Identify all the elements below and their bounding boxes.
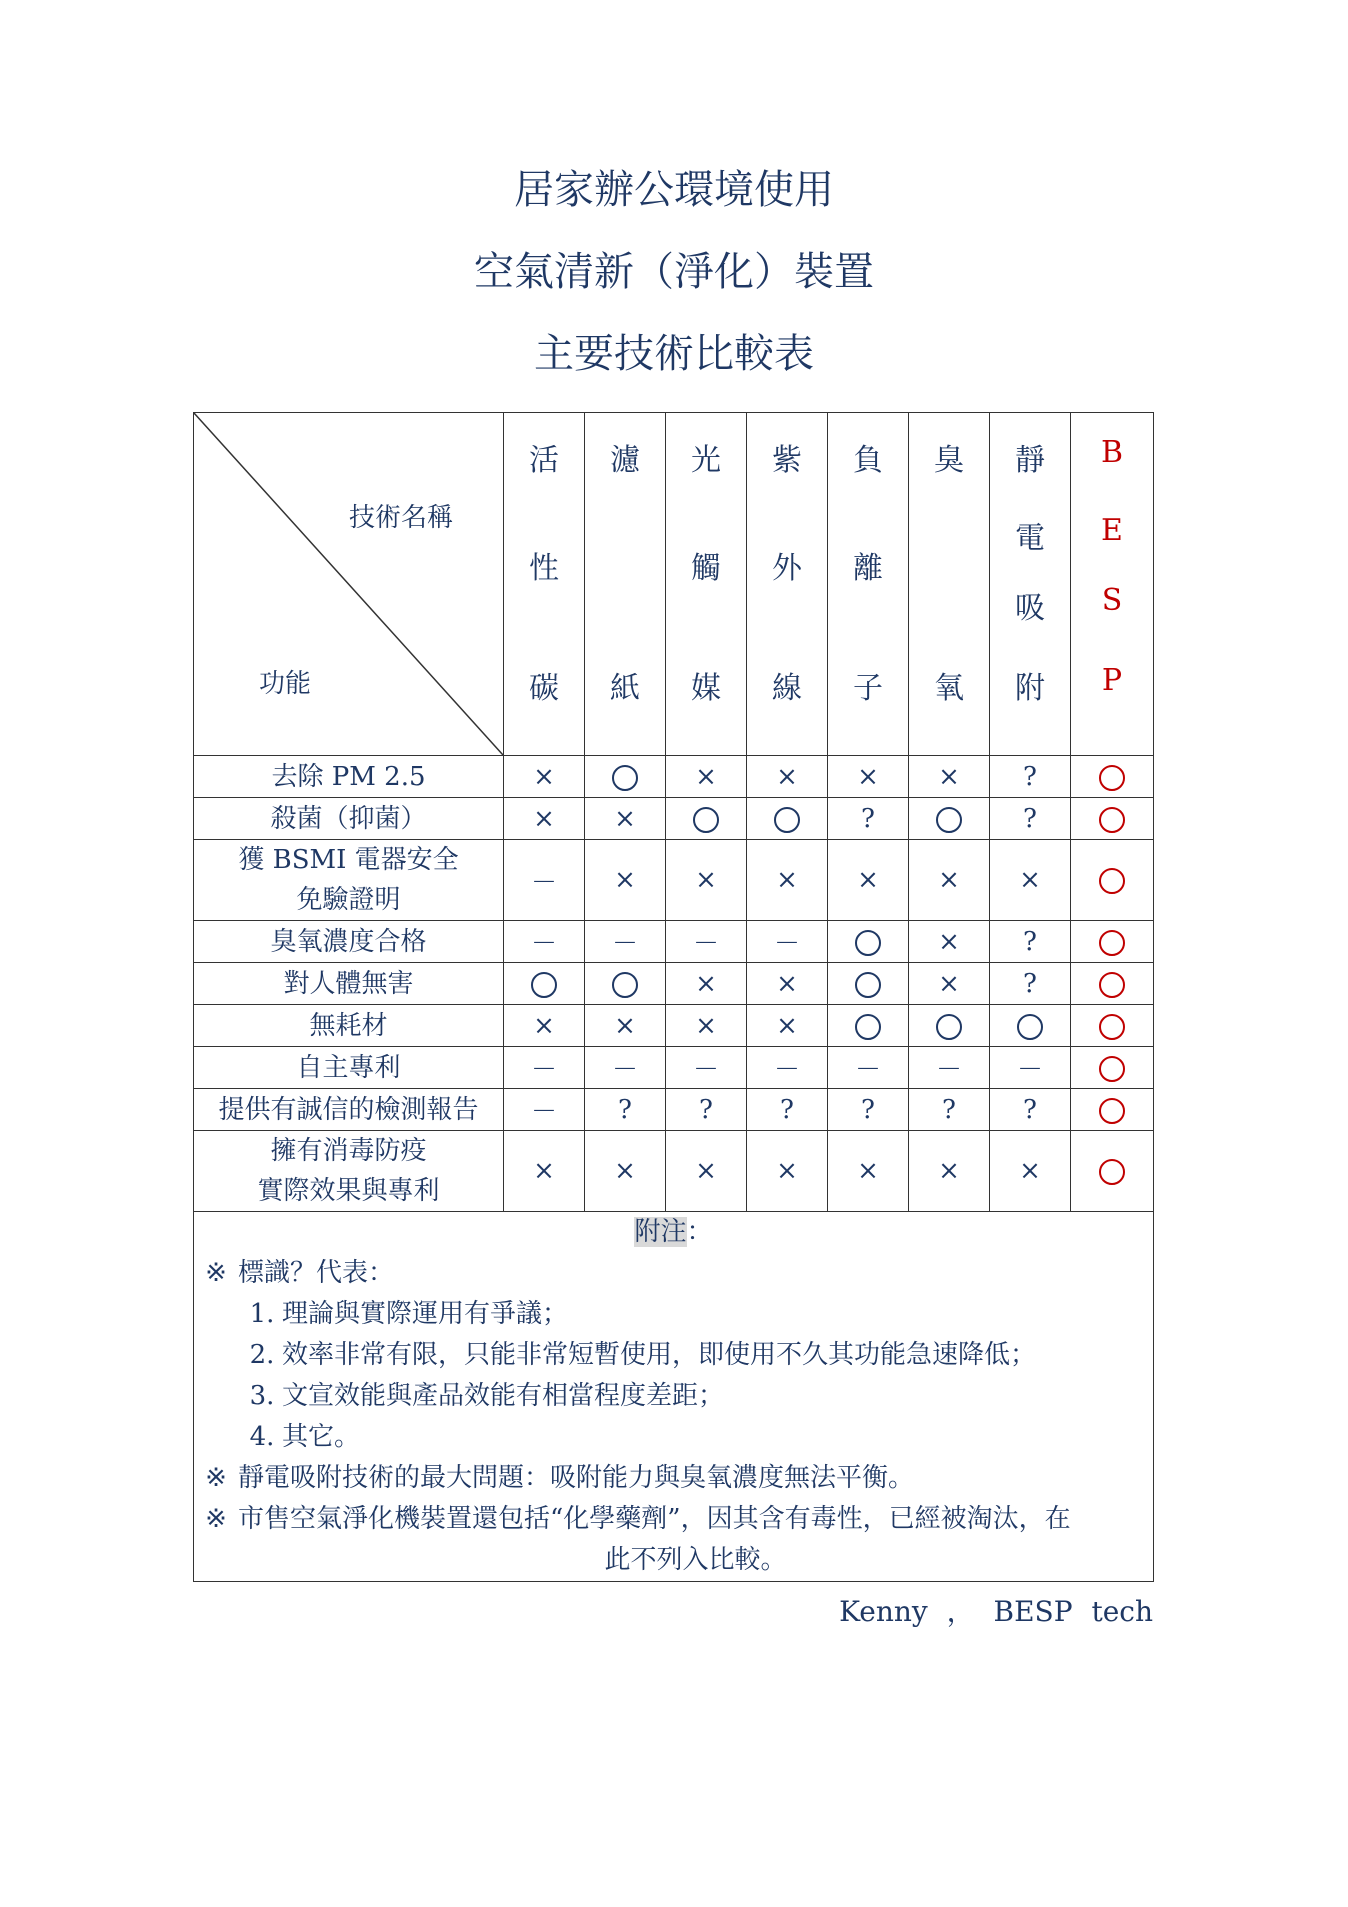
note-item-number: 1. xyxy=(249,1299,275,1329)
circle-icon xyxy=(1099,868,1125,894)
rating-cell xyxy=(585,921,666,963)
rating-cell xyxy=(990,1047,1071,1089)
rating-cell xyxy=(828,798,909,840)
note-item xyxy=(194,1417,1153,1458)
title-line-2: 空氣清新（淨化）裝置 xyxy=(474,249,874,295)
column-header-char: 紫 xyxy=(772,443,802,478)
cross-mark: × xyxy=(776,1010,798,1041)
column-header-char: 活 xyxy=(529,443,559,478)
notes-row xyxy=(194,1212,1154,1582)
question-mark: ? xyxy=(1023,926,1037,957)
column-header xyxy=(990,413,1071,756)
circle-icon xyxy=(1099,807,1125,833)
column-header-char: 靜 xyxy=(1015,443,1045,478)
column-header-char: 吸 xyxy=(1015,591,1045,626)
rating-cell xyxy=(909,840,990,921)
rating-cell xyxy=(1071,1089,1154,1131)
note-question-mark xyxy=(194,1253,1153,1294)
function-label: 對人體無害 xyxy=(194,963,504,1005)
column-header-char: 臭 xyxy=(934,443,964,478)
rating-cell xyxy=(504,921,585,963)
notes-title-colon: ： xyxy=(686,1217,713,1247)
note-item xyxy=(194,1335,1153,1376)
column-header-char: 外 xyxy=(772,551,802,586)
cross-mark: × xyxy=(533,1010,555,1041)
cross-mark: × xyxy=(938,926,960,957)
column-header-char: S xyxy=(1101,583,1123,618)
column-header xyxy=(504,413,585,756)
rating-cell xyxy=(504,756,585,798)
notes-title: 附注 xyxy=(634,1217,687,1247)
dash-mark: － xyxy=(530,867,557,898)
rating-cell xyxy=(990,963,1071,1005)
note-item-number: 4. xyxy=(249,1422,275,1452)
title-line-3: 主要技術比較表 xyxy=(534,331,814,377)
rating-cell xyxy=(909,921,990,963)
column-header-chars xyxy=(1071,413,1153,755)
column-header-chars xyxy=(666,413,746,755)
cross-mark: × xyxy=(695,1156,717,1186)
dash-mark: － xyxy=(854,1055,881,1085)
circle-icon xyxy=(1099,1014,1125,1040)
reference-mark-icon: ※ xyxy=(205,1463,227,1493)
question-mark: ? xyxy=(618,1094,632,1125)
rating-cell xyxy=(1071,921,1154,963)
rating-cell xyxy=(585,1089,666,1131)
column-header xyxy=(585,413,666,756)
dash-mark: － xyxy=(530,929,557,959)
rating-cell xyxy=(990,798,1071,840)
rating-cell xyxy=(828,1131,909,1212)
cross-mark: × xyxy=(857,761,879,792)
rating-cell xyxy=(504,1047,585,1089)
column-header-char: B xyxy=(1100,435,1124,470)
table-row xyxy=(194,1005,1154,1047)
rating-cell xyxy=(747,756,828,798)
cross-mark: × xyxy=(533,1156,555,1186)
cross-mark: × xyxy=(695,761,717,792)
column-header-char: 觸 xyxy=(691,551,721,586)
note-electrostatic xyxy=(194,1458,1153,1499)
rating-cell xyxy=(909,1131,990,1212)
dash-mark: － xyxy=(692,1055,719,1085)
note-text: 靜電吸附技術的最大問題：吸附能力與臭氧濃度無法平衡。 xyxy=(238,1463,915,1493)
function-label: 擁有消毒防疫 實際效果與專利 xyxy=(194,1131,504,1212)
rating-cell xyxy=(585,840,666,921)
rating-cell xyxy=(666,963,747,1005)
column-header xyxy=(1071,413,1154,756)
circle-icon xyxy=(1099,765,1125,791)
rating-cell xyxy=(1071,840,1154,921)
rating-cell xyxy=(1071,1131,1154,1212)
rating-cell xyxy=(504,1089,585,1131)
circle-icon xyxy=(936,1014,962,1040)
comparison-table xyxy=(193,412,1154,1582)
dash-mark: － xyxy=(773,1055,800,1085)
question-mark: ? xyxy=(699,1094,713,1125)
cross-mark: × xyxy=(614,865,636,895)
table-row xyxy=(194,1089,1154,1131)
cross-mark: × xyxy=(695,1010,717,1041)
function-label: 獲 BSMI 電器安全 免驗證明 xyxy=(194,840,504,921)
rating-cell xyxy=(585,756,666,798)
cross-mark: × xyxy=(938,1156,960,1186)
rating-cell xyxy=(828,1047,909,1089)
cross-mark: × xyxy=(614,803,636,834)
note-text: 標識？代表： xyxy=(238,1258,395,1288)
function-label: 提供有誠信的檢測報告 xyxy=(194,1089,504,1131)
cross-mark: × xyxy=(776,761,798,792)
rating-cell xyxy=(747,921,828,963)
dash-mark: － xyxy=(935,1055,962,1085)
question-mark: ? xyxy=(942,1094,956,1125)
circle-icon xyxy=(1099,930,1125,956)
rating-cell xyxy=(747,1005,828,1047)
note-text: 市售空氣淨化機裝置還包括“化學藥劑”，因其含有毒性，已經被淘汰，在 xyxy=(238,1504,1071,1534)
column-header xyxy=(828,413,909,756)
note-item-text: 理論與實際運用有爭議； xyxy=(282,1299,569,1329)
cross-mark: × xyxy=(776,865,798,895)
rating-cell xyxy=(990,1131,1071,1212)
rating-cell xyxy=(747,1131,828,1212)
rating-cell xyxy=(828,963,909,1005)
cross-mark: × xyxy=(695,968,717,999)
cross-mark: × xyxy=(938,968,960,999)
column-header-char: 濾 xyxy=(610,443,640,478)
rating-cell xyxy=(990,1005,1071,1047)
rating-cell xyxy=(909,1089,990,1131)
note-item xyxy=(194,1294,1153,1335)
rating-cell xyxy=(585,963,666,1005)
rating-cell xyxy=(909,1047,990,1089)
function-label: 去除 PM 2.5 xyxy=(194,756,504,798)
rating-cell xyxy=(585,1005,666,1047)
rating-cell xyxy=(585,1047,666,1089)
table-row xyxy=(194,756,1154,798)
question-mark: ? xyxy=(1023,968,1037,999)
cross-mark: × xyxy=(533,803,555,834)
rating-cell xyxy=(585,1131,666,1212)
column-header-char: 離 xyxy=(853,551,883,586)
rating-cell xyxy=(747,963,828,1005)
dash-mark: － xyxy=(611,929,638,959)
table-row xyxy=(194,963,1154,1005)
column-header-char: 氧 xyxy=(934,671,964,706)
column-header-char: 附 xyxy=(1015,671,1045,706)
note-chemical xyxy=(194,1499,1153,1540)
corner-diagonal xyxy=(194,413,503,755)
header-corner xyxy=(194,413,504,756)
rating-cell xyxy=(747,798,828,840)
note-item xyxy=(194,1376,1153,1417)
function-label: 殺菌（抑菌） xyxy=(194,798,504,840)
rating-cell xyxy=(666,756,747,798)
corner-label-function: 功能 xyxy=(259,669,312,699)
column-header-char: 子 xyxy=(853,671,883,706)
rating-cell xyxy=(747,1089,828,1131)
cross-mark: × xyxy=(776,1156,798,1186)
rating-cell xyxy=(990,756,1071,798)
note-item-text: 文宣效能與產品效能有相當程度差距； xyxy=(282,1381,725,1411)
rating-cell xyxy=(504,840,585,921)
table-row xyxy=(194,1131,1154,1212)
circle-icon xyxy=(1099,1056,1125,1082)
corner-label-technology: 技術名稱 xyxy=(348,503,453,533)
dash-mark: － xyxy=(530,1097,557,1127)
cross-mark: × xyxy=(1019,865,1041,895)
rating-cell xyxy=(909,756,990,798)
column-header-char: 負 xyxy=(853,443,883,478)
reference-mark-icon: ※ xyxy=(205,1504,227,1534)
rating-cell xyxy=(909,963,990,1005)
column-header-chars xyxy=(585,413,665,755)
circle-icon xyxy=(774,807,800,833)
signature: Kenny ， BESP tech xyxy=(839,1595,1153,1628)
title-line-1: 居家辦公環境使用 xyxy=(514,167,834,213)
function-label: 臭氧濃度合格 xyxy=(194,921,504,963)
rating-cell xyxy=(828,1005,909,1047)
circle-icon xyxy=(612,972,638,998)
rating-cell xyxy=(504,798,585,840)
rating-cell xyxy=(828,756,909,798)
circle-icon xyxy=(693,807,719,833)
column-header-char: 線 xyxy=(772,671,802,706)
circle-icon xyxy=(531,972,557,998)
column-header-chars xyxy=(747,413,827,755)
table-row xyxy=(194,840,1154,921)
note-item-number: 3. xyxy=(249,1381,275,1411)
title-block xyxy=(0,167,1348,377)
rating-cell xyxy=(585,798,666,840)
question-mark: ? xyxy=(861,1094,875,1125)
note-item-list xyxy=(194,1294,1153,1458)
rating-cell xyxy=(828,1089,909,1131)
dash-mark: － xyxy=(611,1055,638,1085)
circle-icon xyxy=(1017,1014,1043,1040)
column-header-chars xyxy=(504,413,584,755)
rating-cell xyxy=(747,840,828,921)
cross-mark: × xyxy=(938,865,960,895)
column-header-char: 碳 xyxy=(529,671,559,706)
rating-cell xyxy=(504,1005,585,1047)
note-text-continued: 此不列入比較。 xyxy=(604,1545,787,1575)
note-item-number: 2. xyxy=(249,1340,275,1370)
column-header-chars xyxy=(990,413,1070,755)
note-item-text: 效率非常有限，只能非常短暫使用，即使用不久其功能急速降低； xyxy=(282,1340,1037,1370)
column-header-char: 媒 xyxy=(691,671,721,706)
dash-mark: － xyxy=(773,929,800,959)
column-header-char: E xyxy=(1101,513,1123,548)
circle-icon xyxy=(936,807,962,833)
note-item-text: 其它。 xyxy=(282,1422,361,1452)
dash-mark: － xyxy=(1016,1055,1043,1085)
rating-cell xyxy=(666,1131,747,1212)
function-label: 自主專利 xyxy=(194,1047,504,1089)
rating-cell xyxy=(666,1047,747,1089)
column-header-char: P xyxy=(1101,663,1123,698)
circle-icon xyxy=(855,972,881,998)
question-mark: ? xyxy=(1023,803,1037,834)
cross-mark: × xyxy=(938,761,960,792)
cross-mark: × xyxy=(533,761,555,792)
cross-mark: × xyxy=(614,1156,636,1186)
column-header-char: 性 xyxy=(529,551,559,586)
table-row xyxy=(194,921,1154,963)
rating-cell xyxy=(666,1005,747,1047)
notes-cell xyxy=(194,1212,1154,1582)
question-mark: ? xyxy=(1023,761,1037,792)
table-row xyxy=(194,798,1154,840)
rating-cell xyxy=(1071,756,1154,798)
column-header-char: 光 xyxy=(691,443,721,478)
rating-cell xyxy=(828,921,909,963)
function-label: 無耗材 xyxy=(194,1005,504,1047)
circle-icon xyxy=(612,765,638,791)
rating-cell xyxy=(504,1131,585,1212)
rating-cell xyxy=(1071,1005,1154,1047)
column-header xyxy=(909,413,990,756)
reference-mark-icon: ※ xyxy=(205,1258,227,1288)
cross-mark: × xyxy=(614,1010,636,1041)
header-row xyxy=(194,413,1154,756)
cross-mark: × xyxy=(857,865,879,895)
rating-cell xyxy=(909,1005,990,1047)
dash-mark: － xyxy=(692,929,719,959)
circle-icon xyxy=(1099,1098,1125,1124)
table-row xyxy=(194,1047,1154,1089)
rating-cell xyxy=(909,798,990,840)
cross-mark: × xyxy=(857,1156,879,1186)
column-header-char: 紙 xyxy=(610,671,640,706)
circle-icon xyxy=(1099,1159,1125,1185)
rating-cell xyxy=(666,921,747,963)
rating-cell xyxy=(828,840,909,921)
question-mark: ? xyxy=(780,1094,794,1125)
rating-cell xyxy=(504,963,585,1005)
circle-icon xyxy=(1099,972,1125,998)
question-mark: ? xyxy=(861,803,875,834)
rating-cell xyxy=(1071,798,1154,840)
dash-mark: － xyxy=(530,1055,557,1085)
rating-cell xyxy=(1071,963,1154,1005)
rating-cell xyxy=(747,1047,828,1089)
column-header xyxy=(666,413,747,756)
rating-cell xyxy=(666,798,747,840)
circle-icon xyxy=(855,930,881,956)
circle-icon xyxy=(855,1014,881,1040)
cross-mark: × xyxy=(1019,1156,1041,1186)
column-header xyxy=(747,413,828,756)
rating-cell xyxy=(990,1089,1071,1131)
column-header-chars xyxy=(828,413,908,755)
cross-mark: × xyxy=(776,968,798,999)
rating-cell xyxy=(990,840,1071,921)
column-header-chars xyxy=(909,413,989,755)
rating-cell xyxy=(666,1089,747,1131)
rating-cell xyxy=(666,840,747,921)
cross-mark: × xyxy=(695,865,717,895)
question-mark: ? xyxy=(1023,1094,1037,1125)
column-header-char: 電 xyxy=(1015,521,1045,556)
rating-cell xyxy=(990,921,1071,963)
rating-cell xyxy=(1071,1047,1154,1089)
